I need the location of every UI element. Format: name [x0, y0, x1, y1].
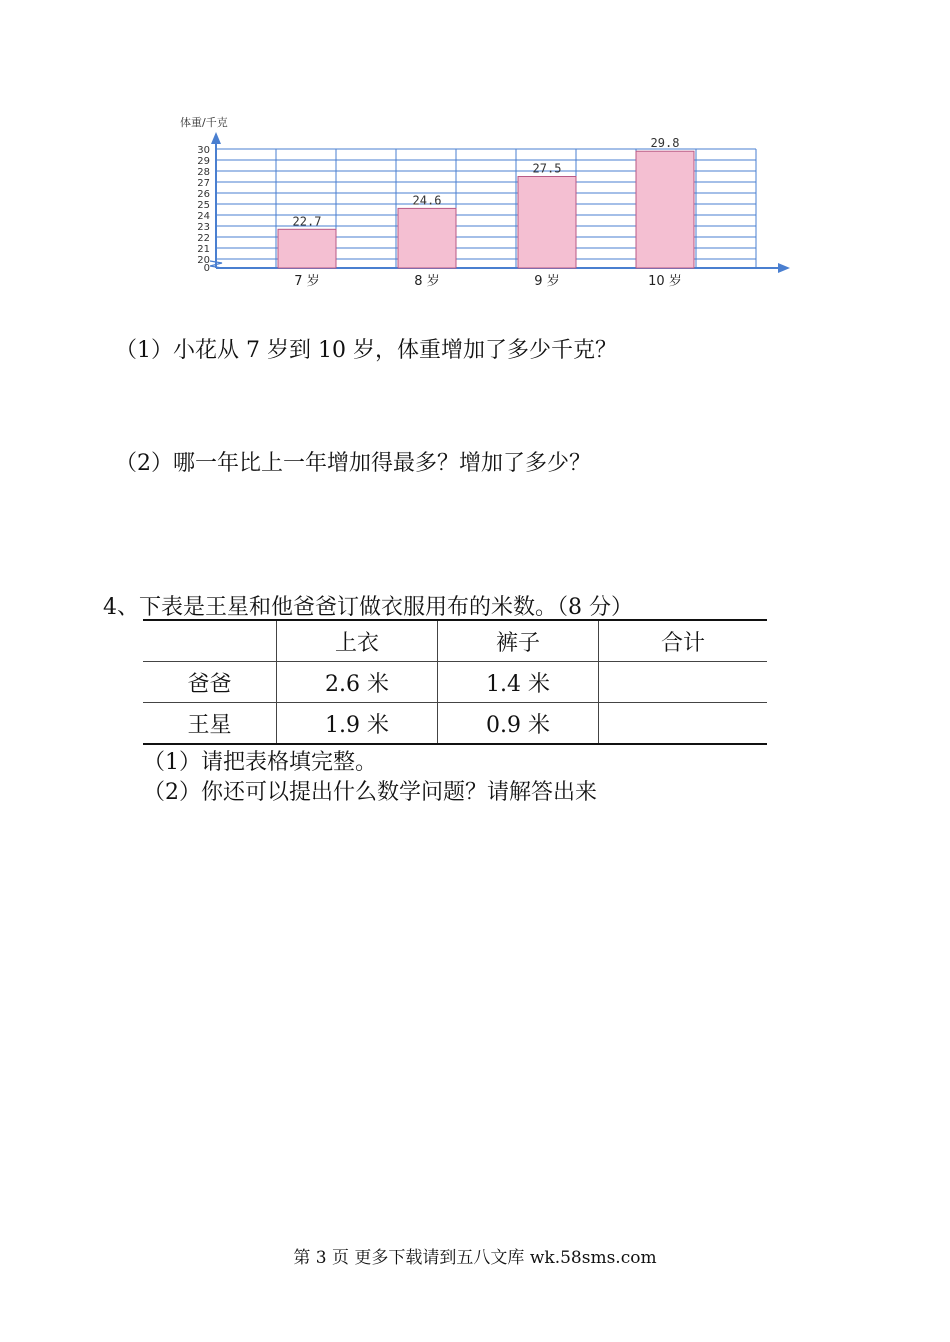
x-tick-label: 8 岁 — [414, 274, 440, 289]
table-header-cell: 裤子 — [438, 620, 599, 662]
question-4-2: （2）你还可以提出什么数学问题？请解答出来 — [143, 780, 597, 805]
table-row — [143, 703, 767, 745]
fabric-table — [143, 619, 767, 745]
table-cell: 爸爸 — [143, 662, 277, 703]
table-cell: 2.6 米 — [277, 662, 438, 703]
table-header-cell: 上衣 — [277, 620, 438, 662]
bar — [398, 208, 456, 268]
y-axis-title: 体重/千克 — [180, 116, 228, 129]
y-tick-label: 26 — [197, 189, 210, 200]
y-tick-label: 27 — [197, 178, 210, 189]
question-4-title: 4、下表是王星和他爸爸订做衣服用布的米数。（8 分） — [103, 595, 633, 620]
y-tick-label: 21 — [197, 244, 210, 255]
bar — [636, 151, 694, 268]
y-tick-label: 25 — [197, 200, 210, 211]
table-cell: 王星 — [143, 703, 277, 745]
x-tick-label: 10 岁 — [648, 274, 682, 289]
y-tick-label: 0 — [203, 263, 210, 274]
data-label: 22.7 — [292, 214, 322, 229]
y-tick-label: 28 — [197, 167, 210, 178]
x-axis-arrow — [778, 263, 790, 273]
weight-bar-chart — [150, 100, 800, 300]
y-tick-label: 24 — [197, 211, 210, 222]
table-cell — [599, 662, 768, 703]
page-footer: 第 3 页 更多下载请到五八文库 wk.58sms.com — [293, 1248, 657, 1268]
table-header-row — [143, 620, 767, 662]
table-header-cell: 合计 — [599, 620, 768, 662]
y-tick-label: 30 — [197, 145, 210, 156]
y-tick-label: 22 — [197, 233, 210, 244]
table-cell: 0.9 米 — [438, 703, 599, 745]
bar — [518, 177, 576, 269]
bar — [278, 229, 336, 268]
data-label: 27.5 — [532, 161, 562, 176]
y-axis-arrow — [211, 132, 221, 144]
data-label: 24.6 — [412, 193, 442, 208]
y-tick-label: 23 — [197, 222, 210, 233]
table-row — [143, 662, 767, 703]
table-header-cell — [143, 620, 277, 662]
data-label: 29.8 — [650, 136, 680, 151]
question-3-2: （2）哪一年比上一年增加得最多？增加了多少？ — [115, 451, 591, 476]
question-3-1: （1）小花从 7 岁到 10 岁，体重增加了多少千克？ — [115, 338, 617, 363]
table-cell — [599, 703, 768, 745]
axis-break — [210, 261, 222, 268]
y-tick-label: 20 — [197, 255, 210, 266]
table-cell: 1.4 米 — [438, 662, 599, 703]
question-4-1: （1）请把表格填完整。 — [143, 750, 377, 775]
x-tick-label: 7 岁 — [294, 274, 320, 289]
y-tick-label: 29 — [197, 156, 210, 167]
table-cell: 1.9 米 — [277, 703, 438, 745]
x-tick-label: 9 岁 — [534, 274, 560, 289]
